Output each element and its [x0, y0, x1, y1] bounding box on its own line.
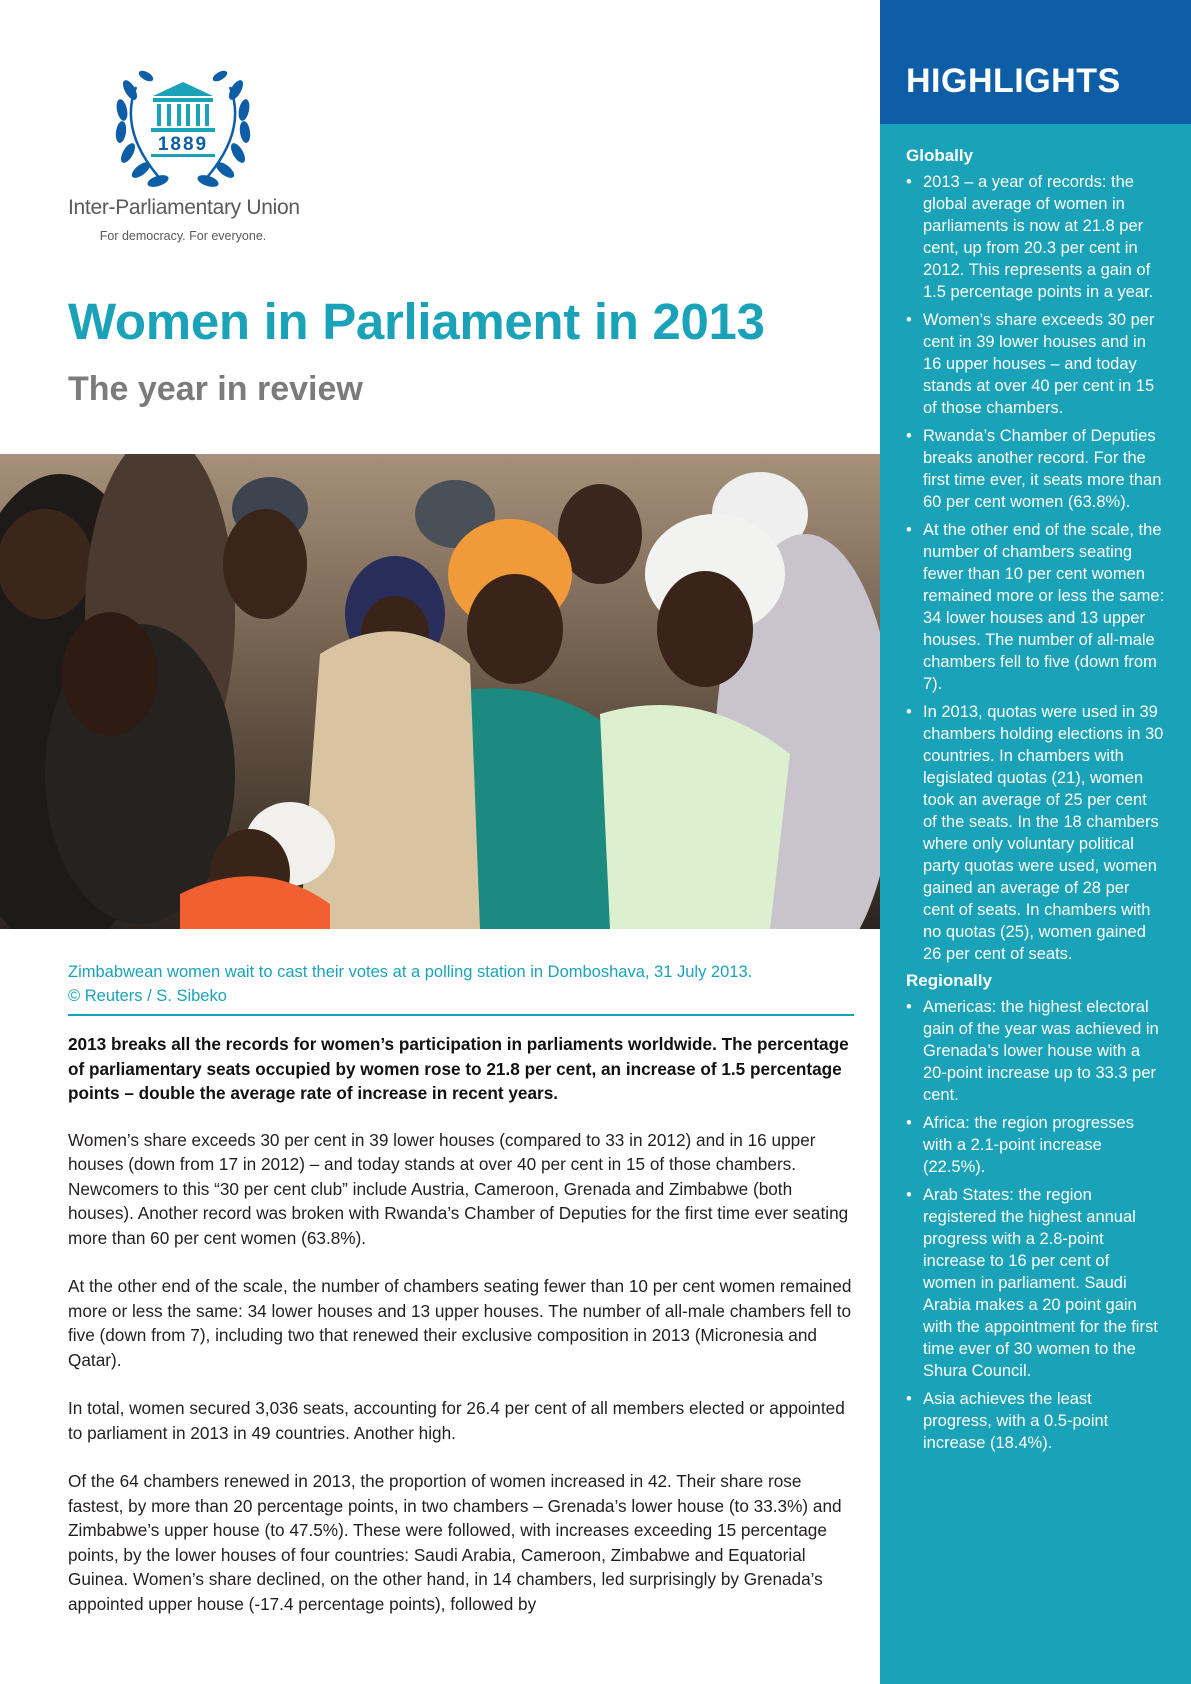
article-body — [68, 1032, 858, 1640]
highlight-item: • Arab States: the region registered the highest annual progress with a 2.8-point increase to 16 per cent of women in parliament. Saudi Arabia makes a 20 point gain with the appointment for the first time ever of 30 women to the Shura Council. — [906, 1184, 1165, 1382]
globally-heading: Globally — [906, 146, 974, 165]
regionally-list — [906, 996, 1165, 1454]
regionally-heading: Regionally — [906, 971, 992, 990]
highlight-item: • In 2013, quotas were used in 39 chambers holding elections in 30 countries. In chambers with legislated quotas (21), women took an average of 25 per cent of the seats. In the 18 chambers where only voluntary political party quotas were used, women gained an average of 28 per cent of seats. In chambers with no quotas (25), women gained 26 per cent of seats. — [906, 701, 1165, 965]
ipu-logo — [68, 62, 298, 262]
photo-caption — [68, 960, 854, 1016]
org-tagline: For democracy. For everyone. — [99, 229, 267, 243]
globally-list — [906, 171, 1165, 965]
highlight-item: • Rwanda’s Chamber of Deputies breaks another record. For the first time ever, it seats more than 60 per cent women (63.8%). — [906, 425, 1165, 513]
highlight-item: • At the other end of the scale, the number of chambers seating fewer than 10 per cent women remained more or less the same: 34 lower houses and 13 upper houses. The number of all-male chambers fell to five (down from 7). — [906, 519, 1165, 695]
highlights-sidebar — [880, 0, 1191, 1684]
body-paragraph: At the other end of the scale, the number of chambers seating fewer than 10 per cent women remained more or less the same: 34 lower houses and 13 upper houses. The number of all-male chambers fell to five (down from 7), including two that renewed their exclusive composition in 2013 (Micronesia and Qatar). — [68, 1276, 852, 1370]
highlight-item: • Africa: the region progresses with a 2.1-point increase (22.5%). — [906, 1112, 1165, 1178]
page-subtitle: The year in review — [68, 370, 363, 408]
page-title: Women in Parliament in 2013 — [68, 293, 765, 350]
body-paragraph: In total, women secured 3,036 seats, accounting for 26.4 per cent of all members elected or appointed to parliament in 2013 in 49 countries. Another high. — [68, 1398, 845, 1443]
body-paragraph: Of the 64 chambers renewed in 2013, the proportion of women increased in 42. Their share rose fastest, by more than 20 percentage points, in two chambers – Grenada’s lower house (to 33.3%) and Zimbabwe’s upper house (to 47.5%). These were followed, with increases exceeding 15 percentage points, by the lower houses of four countries: Saudi Arabia, Cameroon, Zimbabwe and Equatorial Guinea. Women’s share declined, on the other hand, in 14 chambers, led surprisingly by Grenada’s appointed upper house (-17.4 percentage points), followed by — [68, 1471, 842, 1614]
highlights-content — [880, 124, 1191, 1454]
org-name: Inter-Parliamentary Union — [68, 196, 300, 219]
highlights-header — [880, 0, 1191, 124]
caption-credit: © Reuters / S. Sibeko — [68, 987, 227, 1005]
lead-paragraph: 2013 breaks all the records for women’s participation in parliaments worldwide. The percentage of parliamentary seats occupied by women rose to 21.8 per cent, an increase of 1.5 percentage points – double the average rate of increase in recent years. — [68, 1034, 849, 1103]
highlight-item: • Women’s share exceeds 30 per cent in 39 lower houses and in 16 upper houses – and today stands at over 40 per cent in 15 of those chambers. — [906, 309, 1165, 419]
laurel-emblem-icon — [108, 62, 258, 192]
highlight-item: • 2013 – a year of records: the global average of women in parliaments is now at 21.8 per cent, up from 20.3 per cent in 2012. This represents a gain of 1.5 percentage points in a year. — [906, 171, 1165, 303]
highlight-item: • Americas: the highest electoral gain of the year was achieved in Grenada’s lower house with a 20-point increase up to 33.3 per cent. — [906, 996, 1165, 1106]
caption-text: Zimbabwean women wait to cast their votes at a polling station in Domboshava, 31 July 2013. — [68, 963, 753, 981]
highlights-heading: HIGHLIGHTS — [906, 62, 1121, 100]
svg-text:1889: 1889 — [157, 134, 209, 155]
body-paragraph: Women’s share exceeds 30 per cent in 39 lower houses (compared to 33 in 2012) and in 16 upper houses (down from 17 in 2012) – and today stands at over 40 per cent in 15 of those chambers. Newcomers to this “30 per cent club” include Austria, Cameroon, Grenada and Zimbabwe (both houses). Another record was broken with Rwanda’s Chamber of Deputies for the first time ever seating more than 60 per cent women (63.8%). — [68, 1129, 849, 1248]
highlight-item: • Asia achieves the least progress, with a 0.5-point increase (18.4%). — [906, 1388, 1165, 1454]
polling-station-photo — [0, 454, 880, 929]
